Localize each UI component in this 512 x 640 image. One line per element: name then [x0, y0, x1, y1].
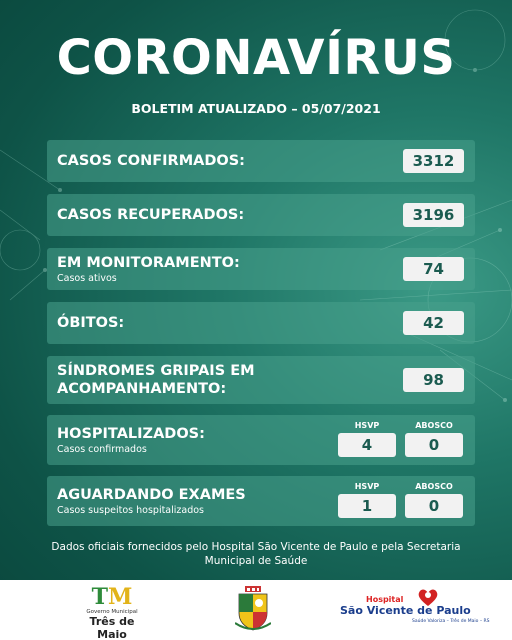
flu-syndromes-label-line2: ACOMPANHAMENTO: [57, 381, 227, 397]
monitoring-card [47, 248, 475, 290]
deaths-label: ÓBITOS: [57, 315, 125, 331]
awaiting-tests-sublabel: Casos suspeitos hospitalizados [57, 505, 205, 516]
awaiting-abosco-value: 0 [405, 494, 463, 518]
tm-mark [76, 586, 148, 608]
monitoring-value: 74 [403, 257, 464, 281]
hospital-logo [338, 588, 488, 632]
municipal-crest-icon [235, 585, 271, 633]
tm-government-label: Governo Municipal [86, 609, 138, 615]
deaths-value: 42 [403, 311, 464, 335]
confirmed-cases-label: CASOS CONFIRMADOS: [57, 153, 245, 169]
recovered-cases-label: CASOS RECUPERADOS: [57, 207, 245, 223]
data-source-line1: Dados oficiais fornecidos pelo Hospital São Vicente de Paulo e pela Secretaria [51, 541, 461, 553]
confirmed-cases-value: 3312 [403, 149, 464, 173]
flu-syndromes-card [47, 356, 475, 404]
hospitalized-sublabel: Casos confirmados [57, 444, 147, 455]
awaiting-tests-card [47, 476, 475, 526]
hospitalized-hsvp-header: HSVP [354, 421, 380, 430]
recovered-cases-card [47, 194, 475, 236]
hospitalized-abosco-header: ABOSCO [415, 421, 453, 430]
recovered-cases-value: 3196 [403, 203, 464, 227]
awaiting-abosco-header: ABOSCO [415, 482, 453, 491]
hospitalized-hsvp-value: 4 [338, 433, 396, 457]
monitoring-label: EM MONITORAMENTO: [57, 255, 240, 271]
tm-city-label: Três de Maio [89, 615, 135, 640]
monitoring-sublabel: Casos ativos [57, 273, 117, 284]
tres-de-maio-logo [76, 584, 148, 640]
hospitalized-card [47, 415, 475, 465]
hospitalized-label: HOSPITALIZADOS: [57, 426, 205, 442]
flu-syndromes-label-line1: SÍNDROMES GRIPAIS EM [57, 363, 255, 379]
awaiting-hsvp-value: 1 [338, 494, 396, 518]
tm-mark-t: T [91, 584, 108, 610]
data-source-line2: Municipal de Saúde [204, 555, 308, 567]
tm-mark-m: M [108, 584, 133, 610]
footer-logos [0, 580, 512, 640]
deaths-card [47, 302, 475, 344]
bulletin-date: BOLETIM ATUALIZADO – 05/07/2021 [131, 101, 381, 116]
hospitalized-abosco-value: 0 [405, 433, 463, 457]
data-source-note [30, 540, 482, 568]
page-title: CORONAVÍRUS [56, 30, 456, 86]
flu-syndromes-value: 98 [403, 368, 464, 392]
hospital-label: Hospital [366, 595, 404, 604]
hospital-name: São Vicente de Paulo [340, 604, 471, 617]
awaiting-hsvp-header: HSVP [354, 482, 380, 491]
hospital-tagline: Saúde Valoriza – Três de Maio – RS [412, 619, 490, 624]
confirmed-cases-card [47, 140, 475, 182]
awaiting-tests-label: AGUARDANDO EXAMES [57, 487, 246, 503]
